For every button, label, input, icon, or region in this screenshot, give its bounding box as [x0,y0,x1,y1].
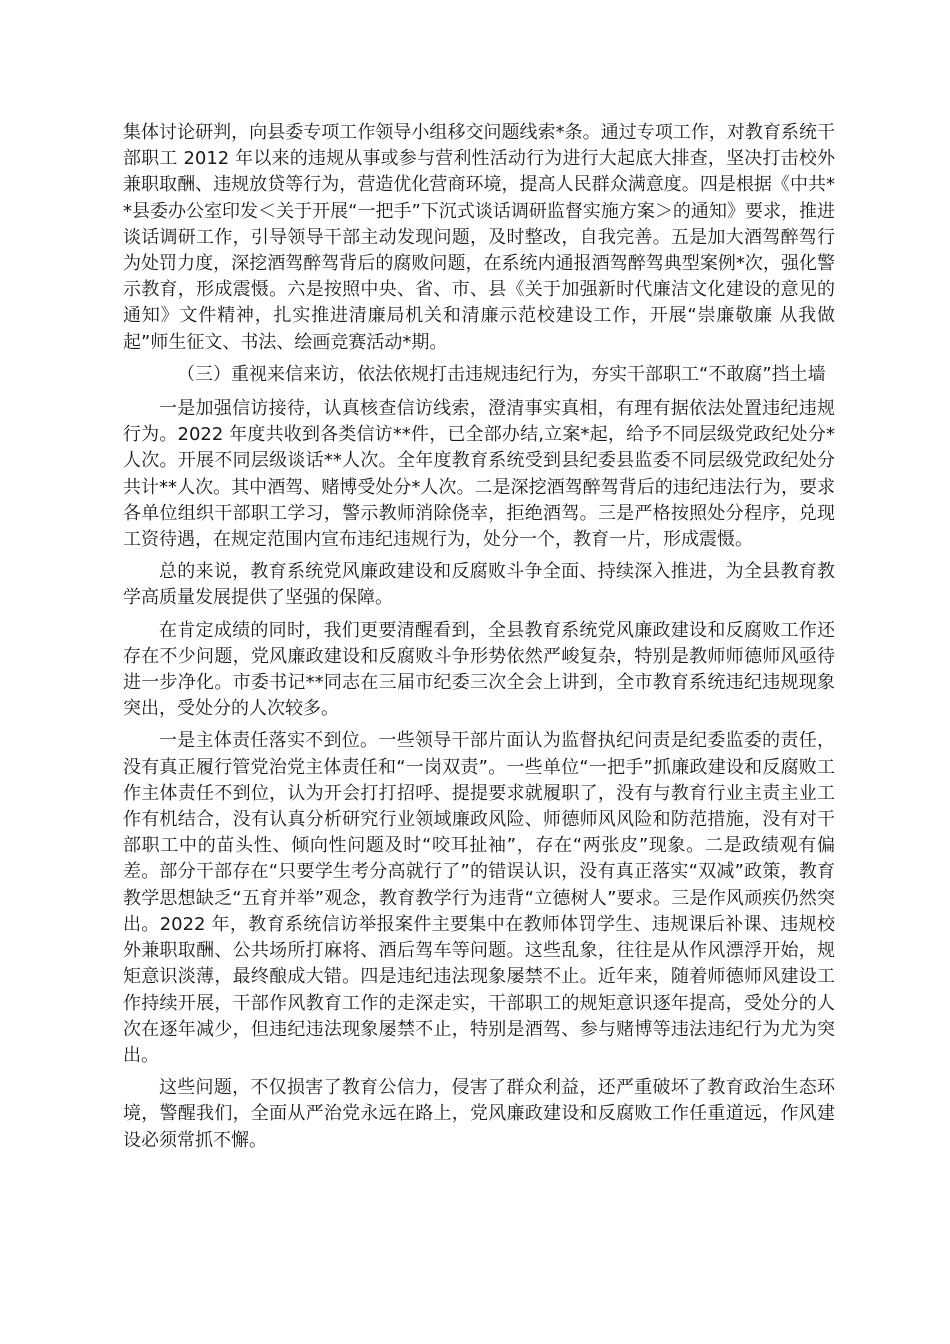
section-heading-3: （三）重视来信来访，依法依规打击违规违纪行为，夯实干部职工“不敢腐”挡土墙 [177,363,826,385]
paragraph-summary: 总的来说，教育系统党风廉政建设和反腐败斗争全面、持续深入推进，为全县教育教学高质量发展提供了坚强的保障。 [123,561,835,609]
paragraph-problems-intro: 在肯定成绩的同时，我们更要清醒看到，全县教育系统党风廉政建设和反腐败工作还存在不少问题，党风廉政建设和反腐败斗争形势依然严峻复杂，特别是教师师德师风亟待进一步净化。市委书记**同志在三届市纪委三次全会上讲到，全市教育系统违纪违规现象突出，受处分的人次较多。 [123,619,835,720]
paragraph-conclusion: 这些问题，不仅损害了教育公信力，侵害了群众利益，还严重破坏了教育政治生态环境，警醒我们，全面从严治党永远在路上，党风廉政建设和反腐败工作任重道远，作风建设必须常抓不懈。 [123,1077,835,1151]
paragraph-continuation: 集体讨论研判，向县委专项工作领导小组移交问题线索*条。通过专项工作，对教育系统干部职工 2012 年以来的违规从事或参与营利性活动行为进行大起底大排查，坚决打击校外兼职取酬、违规放贷等行为，营造优化营商环境，提高人民群众满意度。四是根据《中共**县委办公室印发＜关于开展“一把手”下沉式谈话调研监督实施方案＞的通知》要求，推进谈话调研工作，引导领导干部主动发现问题，及时整改，自我完善。五是加大酒驾醉驾行为处罚力度，深挖酒驾醉驾背后的腐败问题，在系统内通报酒驾醉驾典型案例*次，强化警示教育，形成震慑。六是按照中央、省、市、县《关于加强新时代廉洁文化建设的意见的通知》文件精神，扎实推进清廉局机关和清廉示范校建设工作，开展“崇廉敬廉 从我做起”师生征文、书法、绘画竞赛活动*期。 [123,122,835,353]
paragraph-petitions: 一是加强信访接待，认真核查信访线索，澄清事实真相，有理有据依法处置违纪违规行为。2022 年度共收到各类信访**件，已全部办结,立案*起，给予不同层级党政纪处分*人次。开展不同层级谈话**人次。全年度教育系统受到县纪委县监委不同层级党政纪处分共计**人次。其中酒驾、赌博受处分*人次。二是深挖酒驾醉驾背后的违纪违法行为，要求各单位组织干部职工学习，警示教师消除侥幸，拒绝酒驾。三是严格按照处分程序，兑现工资待遇，在规定范围内宣布违纪违规行为，处分一个，教育一片，形成震慑。 [123,398,835,551]
paragraph-problems-detail: 一是主体责任落实不到位。一些领导干部片面认为监督执纪问责是纪委监委的责任，没有真正履行管党治党主体责任和“一岗双责”。一些单位“一把手”抓廉政建设和反腐败工作主体责任不到位，认为开会打打招呼、提提要求就履职了，没有与教育行业主责主业工作有机结合，没有认真分析研究行业领域廉政风险、师德师风风险和防范措施，没有对干部职工中的苗头性、倾向性问题及时“咬耳扯袖”，存在“两张皮”现象。二是政绩观有偏差。部分干部存在“只要学生考分高就行了”的错误认识，没有真正落实“双减”政策，教育教学思想缺乏“五育并举”观念，教育教学行为违背“立德树人”要求。三是作风顽疾仍然突出。2022 年，教育系统信访举报案件主要集中在教师体罚学生、违规课后补课、违规校外兼职取酬、公共场所打麻将、酒后驾车等问题。这些乱象，往往是从作风漂浮开始，规矩意识淡薄，最终酿成大错。四是违纪违法现象屡禁不止。近年来，随着师德师风建设工作持续开展，干部作风教育工作的走深走实，干部职工的规矩意识逐年提高，受处分的人次在逐年减少，但违纪违法现象屡禁不止，特别是酒驾、参与赌博等违法违纪行为尤为突出。 [123,730,835,1066]
document-page [123,120,835,1160]
